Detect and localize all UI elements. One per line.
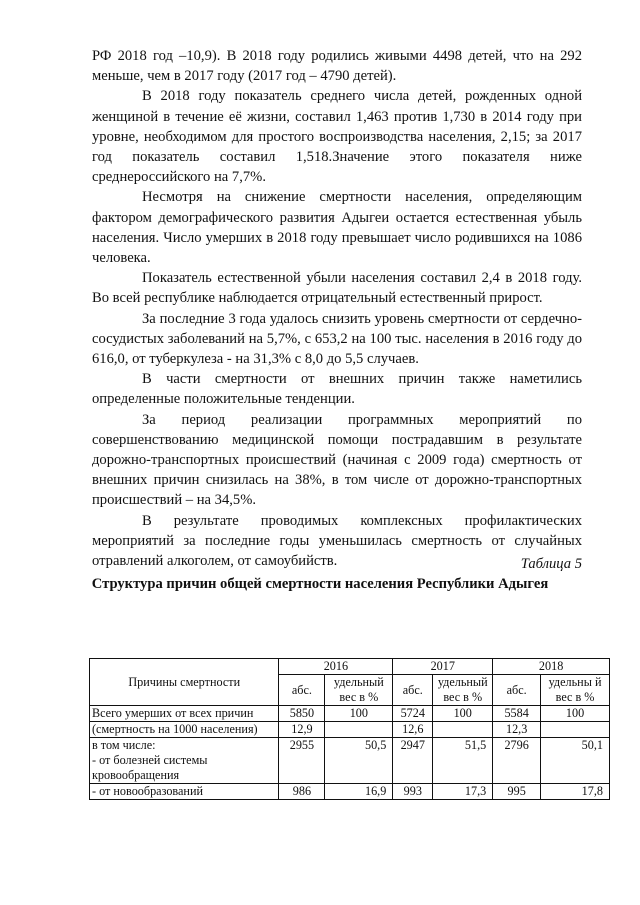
value-cell: 5850 [279, 706, 325, 722]
value-cell: 50,1 [541, 738, 610, 784]
value-cell: 17,8 [541, 784, 610, 800]
year-header: 2016 [279, 659, 393, 675]
table-row [90, 784, 610, 800]
share-header: удельный вес в % [433, 675, 493, 706]
share-header: удельны й вес в % [541, 675, 610, 706]
body-text [92, 46, 582, 571]
table-row [90, 722, 610, 738]
abs-header: абс. [493, 675, 541, 706]
table-title: Структура причин общей смертности населения Республики Адыгея [91, 576, 549, 592]
paragraph: Несмотря на снижение смертности населения, определяющим фактором демографического развития Адыгеи остается естественная убыль населения. Число умерших в 2018 году превышает число родившихся на 1086 человека. [92, 189, 582, 267]
value-cell: 16,9 [325, 784, 393, 800]
value-cell: 5724 [393, 706, 433, 722]
value-cell: 2955 [279, 738, 325, 784]
value-cell: 100 [433, 706, 493, 722]
year-header: 2018 [493, 659, 610, 675]
cause-cell: в том числе: - от болезней системы кровообращения [90, 738, 279, 784]
value-cell [433, 722, 493, 738]
value-cell: 2796 [493, 738, 541, 784]
causes-header: Причины смертности [90, 659, 279, 706]
value-cell: 12,3 [493, 722, 541, 738]
paragraph: РФ 2018 год –10,9). В 2018 году родились живыми 4498 детей, что на 292 меньше, чем в 2017 году (2017 год – 4790 детей). [92, 48, 582, 85]
value-cell: 995 [493, 784, 541, 800]
table-row [90, 706, 610, 722]
value-cell: 2947 [393, 738, 433, 784]
table-row [90, 738, 610, 784]
paragraph: В результате проводимых комплексных профилактических мероприятий за последние годы уменьшилась смертность от случайных отравлений алкоголем, от самоубийств. [92, 512, 582, 570]
mortality-table [89, 658, 610, 800]
paragraph: За последние 3 года удалось снизить уровень смертности от сердечно-сосудистых заболеваний на 5,7%, с 653,2 на 100 тыс. населения в 2016 году до 616,0, от туберкулеза - на 31,3% с 8,0 до 5,5 случаев. [92, 310, 582, 368]
cause-cell: (смертность на 1000 населения) [90, 722, 279, 738]
abs-header: абс. [393, 675, 433, 706]
value-cell: 986 [279, 784, 325, 800]
paragraph: За период реализации программных мероприятий по совершенствованию медицинской помощи пострадавшим в результате дорожно-транспортных происшествий (начиная с 2009 года) смертность от внешних причин снизилась на 38%, в том числе от дорожно-транспортных происшествий – на 34,5%. [92, 411, 582, 509]
value-cell: 50,5 [325, 738, 393, 784]
value-cell: 100 [325, 706, 393, 722]
cause-cell: Всего умерших от всех причин [90, 706, 279, 722]
value-cell: 100 [541, 706, 610, 722]
value-cell: 993 [393, 784, 433, 800]
table-label: Таблица 5 [520, 556, 582, 572]
value-cell [541, 722, 610, 738]
value-cell: 12,9 [279, 722, 325, 738]
abs-header: абс. [279, 675, 325, 706]
paragraph: В 2018 году показатель среднего числа детей, рожденных одной женщиной в течение её жизни, составил 1,463 против 1,730 в 2014 году при уровне, необходимом для простого воспроизводства населения, 2,15; за 2017 год показатель составил 1,518.Значение этого показателя ниже среднероссийского на 7,7%. [92, 88, 582, 186]
value-cell: 12,6 [393, 722, 433, 738]
value-cell: 51,5 [433, 738, 493, 784]
value-cell: 5584 [493, 706, 541, 722]
value-cell [325, 722, 393, 738]
paragraph: В части смертности от внешних причин также наметились определенные положительные тенденции. [92, 371, 582, 408]
value-cell: 17,3 [433, 784, 493, 800]
year-header: 2017 [393, 659, 493, 675]
cause-cell: - от новообразований [90, 784, 279, 800]
paragraph: Показатель естественной убыли населения составил 2,4 в 2018 году. Во всей республике наблюдается отрицательный естественный прирост. [92, 270, 582, 307]
share-header: удельный вес в % [325, 675, 393, 706]
table-header-row [90, 659, 610, 675]
